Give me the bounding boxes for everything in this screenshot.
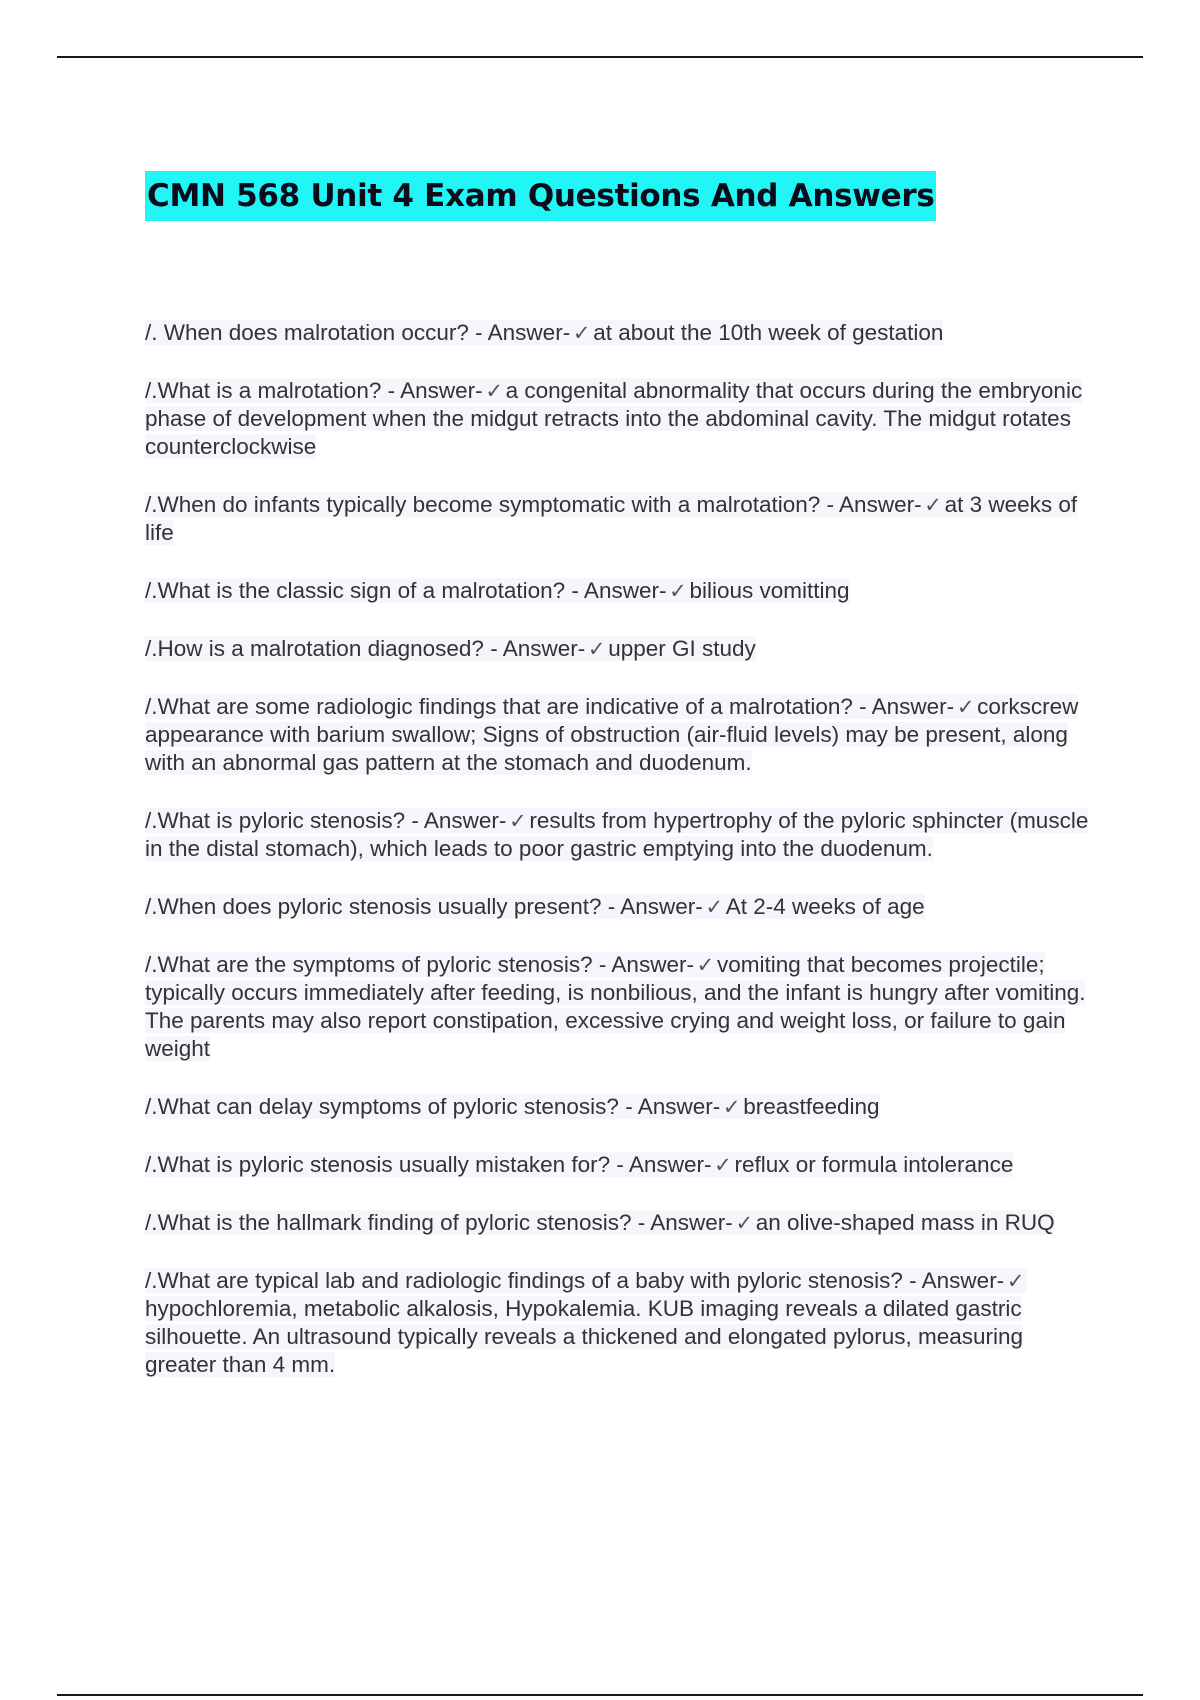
qa-item	[145, 893, 1100, 921]
qa-text	[145, 952, 1085, 1061]
answer-text: upper GI study	[608, 636, 756, 661]
answer-text: hypochloremia, metabolic alkalosis, Hypokalemia. KUB imaging reveals a dilated gastric silhouette. An ultrasound typically reveals a thickened and elongated pylorus, measuring greater than 4 mm.	[145, 1296, 1024, 1377]
question-text: /.How is a malrotation diagnosed? - Answer-	[145, 636, 586, 661]
qa-item	[145, 1093, 1100, 1121]
answer-text: vomiting that becomes projectile; typically occurs immediately after feeding, is nonbilious, and the infant is hungry after vomiting. The parents may also report constipation, excessive crying and weight loss, or failure to gain weight	[145, 952, 1086, 1061]
qa-text	[145, 694, 1078, 775]
qa-text	[145, 492, 1077, 545]
question-text: /.When do infants typically become symptomatic with a malrotation? - Answer-	[145, 492, 922, 517]
question-text: /.What is pyloric stenosis? - Answer-	[145, 808, 507, 833]
check-mark-icon: ✓	[714, 1153, 732, 1177]
check-mark-icon: ✓	[705, 895, 724, 919]
check-mark-icon: ✓	[669, 579, 687, 603]
qa-text	[145, 378, 1082, 459]
question-text: /.What is pyloric stenosis usually mistaken for? - Answer-	[145, 1152, 712, 1177]
qa-item	[145, 635, 1100, 663]
qa-item	[145, 807, 1100, 863]
qa-item	[145, 377, 1100, 461]
page-title: CMN 568 Unit 4 Exam Questions And Answers	[145, 171, 936, 221]
qa-item	[145, 577, 1100, 605]
check-mark-icon: ✓	[1006, 1269, 1025, 1293]
check-mark-icon: ✓	[587, 637, 606, 661]
qa-item	[145, 491, 1100, 547]
question-text: /. When does malrotation occur? - Answer-	[145, 320, 571, 345]
answer-text: an olive-shaped mass in RUQ	[755, 1210, 1055, 1235]
qa-item	[145, 1209, 1100, 1237]
question-text: /.What are typical lab and radiologic findings of a baby with pyloric stenosis? - Answer-	[145, 1268, 1005, 1293]
qa-item	[145, 1151, 1100, 1179]
qa-item	[145, 319, 1100, 347]
qa-list	[145, 319, 1100, 1409]
qa-text	[145, 636, 756, 661]
question-text: /.What is the classic sign of a malrotation? - Answer-	[145, 578, 667, 603]
check-mark-icon: ✓	[924, 493, 942, 517]
check-mark-icon: ✓	[572, 321, 591, 345]
question-text: /.What are some radiologic findings that are indicative of a malrotation? - Answer-	[145, 694, 955, 719]
qa-item	[145, 951, 1100, 1063]
answer-text: at 3 weeks of life	[145, 492, 1078, 545]
check-mark-icon: ✓	[696, 953, 715, 977]
qa-text	[145, 1152, 1013, 1177]
answer-text: a congenital abnormality that occurs during the embryonic phase of development when the midgut retracts into the abdominal cavity. The midgut rotates counterclockwise	[145, 378, 1083, 459]
question-text: /.What can delay symptoms of pyloric stenosis? - Answer-	[145, 1094, 721, 1119]
qa-text	[145, 578, 850, 603]
question-text: /.What are the symptoms of pyloric stenosis? - Answer-	[145, 952, 694, 977]
question-text: /.What is a malrotation? - Answer-	[145, 378, 483, 403]
qa-text	[145, 1268, 1027, 1377]
answer-text: results from hypertrophy of the pyloric sphincter (muscle in the distal stomach), which leads to poor gastric emptying into the duodenum.	[145, 808, 1089, 861]
check-mark-icon: ✓	[722, 1095, 741, 1119]
answer-text: at about the 10th week of gestation	[593, 320, 944, 345]
check-mark-icon: ✓	[956, 695, 975, 719]
title-container	[145, 171, 936, 221]
qa-text	[145, 1210, 1055, 1235]
answer-text: breastfeeding	[743, 1094, 880, 1119]
top-divider	[57, 56, 1143, 58]
answer-text: bilious vomitting	[689, 578, 850, 603]
question-text: /.What is the hallmark finding of pyloric stenosis? - Answer-	[145, 1210, 733, 1235]
bottom-divider	[57, 1694, 1143, 1696]
answer-text: corkscrew appearance with barium swallow; Signs of obstruction (air-fluid levels) may be present, along with an abnormal gas pattern at the stomach and duodenum.	[145, 694, 1079, 775]
check-mark-icon: ✓	[509, 809, 527, 833]
qa-text	[145, 808, 1088, 861]
qa-text	[145, 320, 943, 345]
check-mark-icon: ✓	[735, 1211, 754, 1235]
question-text: /.When does pyloric stenosis usually present? - Answer-	[145, 894, 703, 919]
qa-item	[145, 1267, 1100, 1379]
qa-item	[145, 693, 1100, 777]
qa-text	[145, 1094, 880, 1119]
check-mark-icon: ✓	[485, 379, 503, 403]
qa-text	[145, 894, 925, 919]
answer-text: At 2-4 weeks of age	[725, 894, 925, 919]
answer-text: reflux or formula intolerance	[734, 1152, 1014, 1177]
